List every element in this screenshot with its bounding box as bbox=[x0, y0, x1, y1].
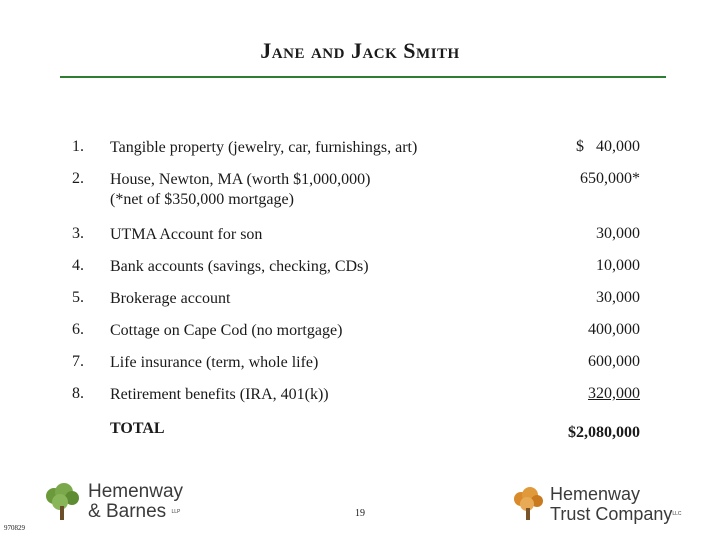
item-number: 7. bbox=[72, 353, 84, 370]
item-number: 5. bbox=[72, 289, 84, 306]
item-description: UTMA Account for son bbox=[110, 226, 263, 243]
item-number: 2. bbox=[72, 170, 84, 187]
item-description: Cottage on Cape Cod (no mortgage) bbox=[110, 322, 343, 339]
total-label: TOTAL bbox=[110, 420, 165, 437]
item-amount: 650,000* bbox=[580, 170, 640, 187]
item-number: 4. bbox=[72, 257, 84, 274]
page-title: Jane and Jack Smith bbox=[260, 38, 460, 63]
item-number: 3. bbox=[72, 225, 84, 242]
logo-line2: & Barnes bbox=[88, 501, 167, 522]
logo-suffix: LLC bbox=[672, 511, 682, 517]
item-number: 8. bbox=[72, 385, 84, 402]
item-amount: 30,000 bbox=[596, 289, 640, 306]
item-amount: 400,000 bbox=[588, 321, 640, 338]
item-description: Retirement benefits (IRA, 401(k)) bbox=[110, 386, 329, 403]
item-amount: 600,000 bbox=[588, 353, 640, 370]
total-amount: $2,080,000 bbox=[568, 424, 640, 441]
title-divider bbox=[60, 76, 666, 78]
item-description: Life insurance (term, whole life) bbox=[110, 354, 319, 371]
logo-line2: Trust Company bbox=[550, 504, 673, 524]
tree-icon bbox=[510, 486, 546, 522]
page-number: 19 bbox=[355, 508, 365, 519]
item-number: 6. bbox=[72, 321, 84, 338]
item-description: Tangible property (jewelry, car, furnishings, art) bbox=[110, 139, 418, 156]
item-amount: $ 40,000 bbox=[576, 138, 640, 155]
item-amount: 10,000 bbox=[596, 257, 640, 274]
item-description-line1: House, Newton, MA (worth $1,000,000) bbox=[110, 171, 371, 188]
hemenway-trust-logo bbox=[510, 484, 682, 524]
item-description: Brokerage account bbox=[110, 290, 231, 307]
logo-suffix: LLP bbox=[171, 509, 181, 515]
logo-line1: Hemenway bbox=[88, 481, 184, 502]
item-description: Bank accounts (savings, checking, CDs) bbox=[110, 258, 369, 275]
item-description bbox=[110, 170, 370, 210]
logo-line1: Hemenway bbox=[550, 484, 641, 504]
item-number: 1. bbox=[72, 138, 84, 155]
item-amount: 320,000 bbox=[588, 385, 640, 402]
document-id: 970829 bbox=[4, 524, 25, 532]
item-amount: 30,000 bbox=[596, 225, 640, 242]
item-description-line2: (*net of $350,000 mortgage) bbox=[110, 191, 294, 208]
